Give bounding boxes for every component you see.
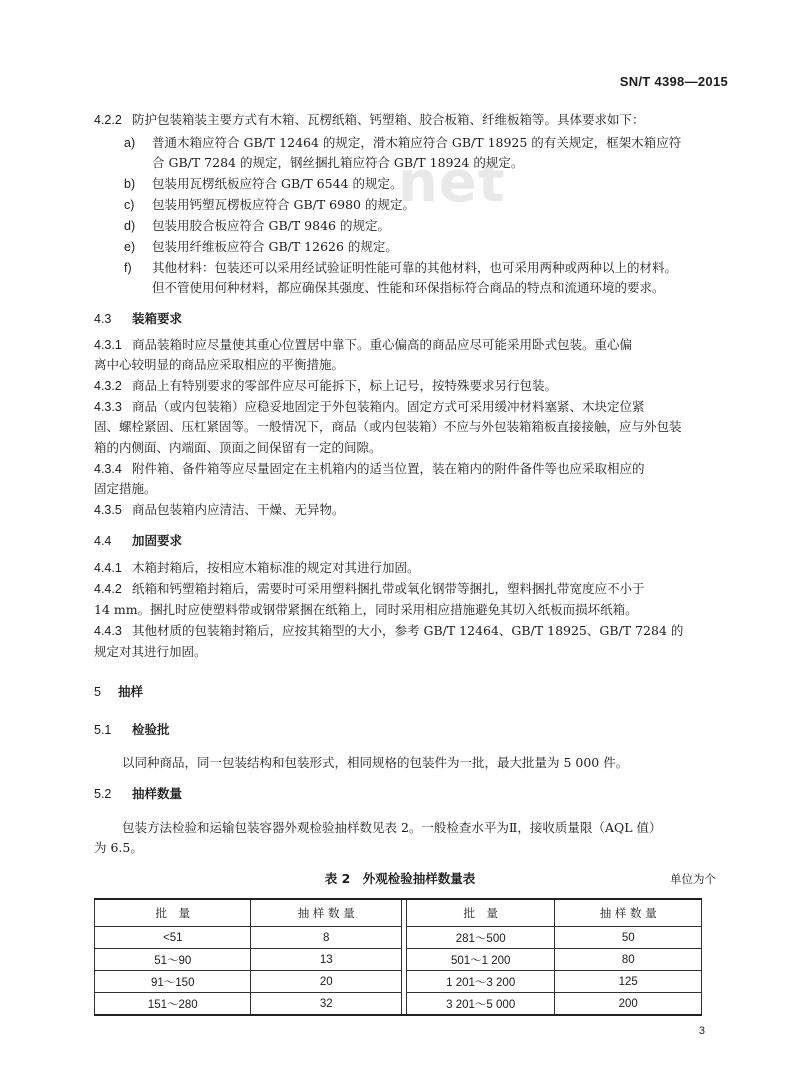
table-row bbox=[95, 949, 702, 971]
clause-4-4-2: 4.4.2 纸箱和钙塑箱封箱后，需要时可采用塑料捆扎带或氧化钢带等捆扎，塑料捆扎带宽度应不小于 bbox=[94, 581, 645, 596]
table-cell: 51～90 bbox=[95, 949, 251, 971]
chapter-5-heading: 5 抽样 bbox=[94, 684, 144, 699]
clause-4-3-4-cont: 固定措施。 bbox=[94, 481, 157, 496]
table-cell: 13 bbox=[251, 949, 401, 971]
table-cell: <51 bbox=[95, 927, 251, 949]
table-cell: 200 bbox=[555, 993, 702, 1016]
table-cell: 91～150 bbox=[95, 971, 251, 993]
header-sample-size-2: 抽 样 数 量 bbox=[555, 899, 702, 927]
table-header-row bbox=[95, 899, 702, 927]
clause-4-2-2: 4.2.2 防护包装箱装主要方式有木箱、瓦楞纸箱、钙塑箱、胶合板箱、纤维板箱等。具体要求如下： bbox=[94, 112, 645, 127]
clause-4-3-2: 4.3.2 商品上有特别要求的零部件应尽可能拆下，标上记号，按特殊要求另行包装。 bbox=[94, 378, 558, 393]
header-lot-size-2: 批 量 bbox=[406, 899, 555, 927]
list-item-a: a) 普通木箱应符合 GB/T 12464 的规定，滑木箱应符合 GB/T 18925 的有关规定，框架木箱应符 bbox=[124, 135, 682, 150]
table-row bbox=[95, 971, 702, 993]
list-item-f: f) 其他材料：包装还可以采用经试验证明性能可靠的其他材料，也可采用两种或两种以上的材料。 bbox=[124, 260, 678, 275]
section-4-4-heading: 4.4 加固要求 bbox=[94, 533, 183, 548]
table-caption: 表 2 外观检验抽样数量表 bbox=[324, 871, 476, 886]
header-sample-size: 抽 样 数 量 bbox=[251, 899, 401, 927]
list-item-b: b) 包装用瓦楞纸板应符合 GB/T 6544 的规定。 bbox=[124, 176, 403, 191]
list-item-d: d) 包装用胶合板应符合 GB/T 9846 的规定。 bbox=[124, 218, 390, 233]
clause-4-3-3-cont1: 固、螺栓紧固、压杠紧固等。一般情况下，商品（或内包装箱）不应与外包装箱箱板直接接触，应与外包装 bbox=[94, 419, 682, 434]
page-number: 3 bbox=[698, 1025, 705, 1037]
clause-4-3-3: 4.3.3 商品（或内包装箱）应稳妥地固定于外包装箱内。固定方式可采用缓冲材料塞紧、木块定位紧 bbox=[94, 399, 645, 414]
sampling-table bbox=[94, 898, 702, 1016]
table-cell: 501～1 200 bbox=[406, 949, 555, 971]
table-cell: 125 bbox=[555, 971, 702, 993]
clause-4-3-5: 4.3.5 商品包装箱内应清洁、干燥、无异物。 bbox=[94, 502, 345, 517]
table-unit: 单位为个 bbox=[670, 872, 716, 886]
standard-number: SN/T 4398—2015 bbox=[619, 74, 728, 89]
table-row bbox=[95, 927, 702, 949]
table-cell: 80 bbox=[555, 949, 702, 971]
section-5-2-text-cont: 为 6.5。 bbox=[94, 840, 143, 855]
section-5-2-text: 包装方法检验和运输包装容器外观检验抽样数见表 2。一般检查水平为Ⅱ，接收质量限（AQL 值） bbox=[122, 820, 662, 835]
clause-4-3-1: 4.3.1 商品装箱时应尽量使其重心位置居中靠下。重心偏高的商品应尽可能采用卧式包装。重心偏 bbox=[94, 337, 633, 352]
table-cell: 20 bbox=[251, 971, 401, 993]
header-lot-size: 批 量 bbox=[95, 899, 251, 927]
clause-4-3-4: 4.3.4 附件箱、备件箱等应尽量固定在主机箱内的适当位置，装在箱内的附件备件等也应采取相应的 bbox=[94, 461, 645, 476]
section-4-3-heading: 4.3 装箱要求 bbox=[94, 311, 183, 326]
clause-4-3-1-cont: 离中心较明显的商品应采取相应的平衡措施。 bbox=[94, 357, 345, 372]
table-cell: 50 bbox=[555, 927, 702, 949]
section-5-1-text: 以同种商品，同一包装结构和包装形式，相同规格的包装件为一批，最大批量为 5 000 件。 bbox=[122, 755, 629, 770]
list-item-a-cont: 合 GB/T 7284 的规定，钢丝捆扎箱应符合 GB/T 18924 的规定。 bbox=[152, 155, 524, 170]
table-cell: 1 201～3 200 bbox=[406, 971, 555, 993]
clause-4-3-3-cont2: 箱的内侧面、内端面、顶面之间保留有一定的间隙。 bbox=[94, 440, 382, 455]
table-cell: 32 bbox=[251, 993, 401, 1016]
list-item-e: e) 包装用纤维板应符合 GB/T 12626 的规定。 bbox=[124, 239, 398, 254]
list-item-c: c) 包装用钙塑瓦楞板应符合 GB/T 6980 的规定。 bbox=[124, 197, 415, 212]
table-cell: 8 bbox=[251, 927, 401, 949]
list-item-f-cont: 但不管使用何种材料，都应确保其强度、性能和环保指标符合商品的特点和流通环境的要求。 bbox=[152, 280, 665, 295]
section-5-2-heading: 5.2 抽样数量 bbox=[94, 786, 183, 801]
clause-4-4-3: 4.4.3 其他材质的包装箱封箱后，应按其箱型的大小，参考 GB/T 12464、GB/T 18925、GB/T 7284 的 bbox=[94, 623, 684, 638]
clause-4-4-3-cont: 规定对其进行加固。 bbox=[94, 644, 207, 659]
clause-4-4-2-cont: 14 mm。捆扎时应使塑料带或钢带紧捆在纸箱上，同时采用相应措施避免其切入纸板而损坏纸箱。 bbox=[94, 602, 638, 617]
section-5-1-heading: 5.1 检验批 bbox=[94, 722, 170, 737]
table-cell: 3 201～5 000 bbox=[406, 993, 555, 1016]
table-cell: 281～500 bbox=[406, 927, 555, 949]
table-cell: 151～280 bbox=[95, 993, 251, 1016]
watermark-text: net bbox=[398, 150, 506, 215]
table-row bbox=[95, 993, 702, 1016]
clause-4-4-1: 4.4.1 木箱封箱后，按相应木箱标准的规定对其进行加固。 bbox=[94, 560, 420, 575]
